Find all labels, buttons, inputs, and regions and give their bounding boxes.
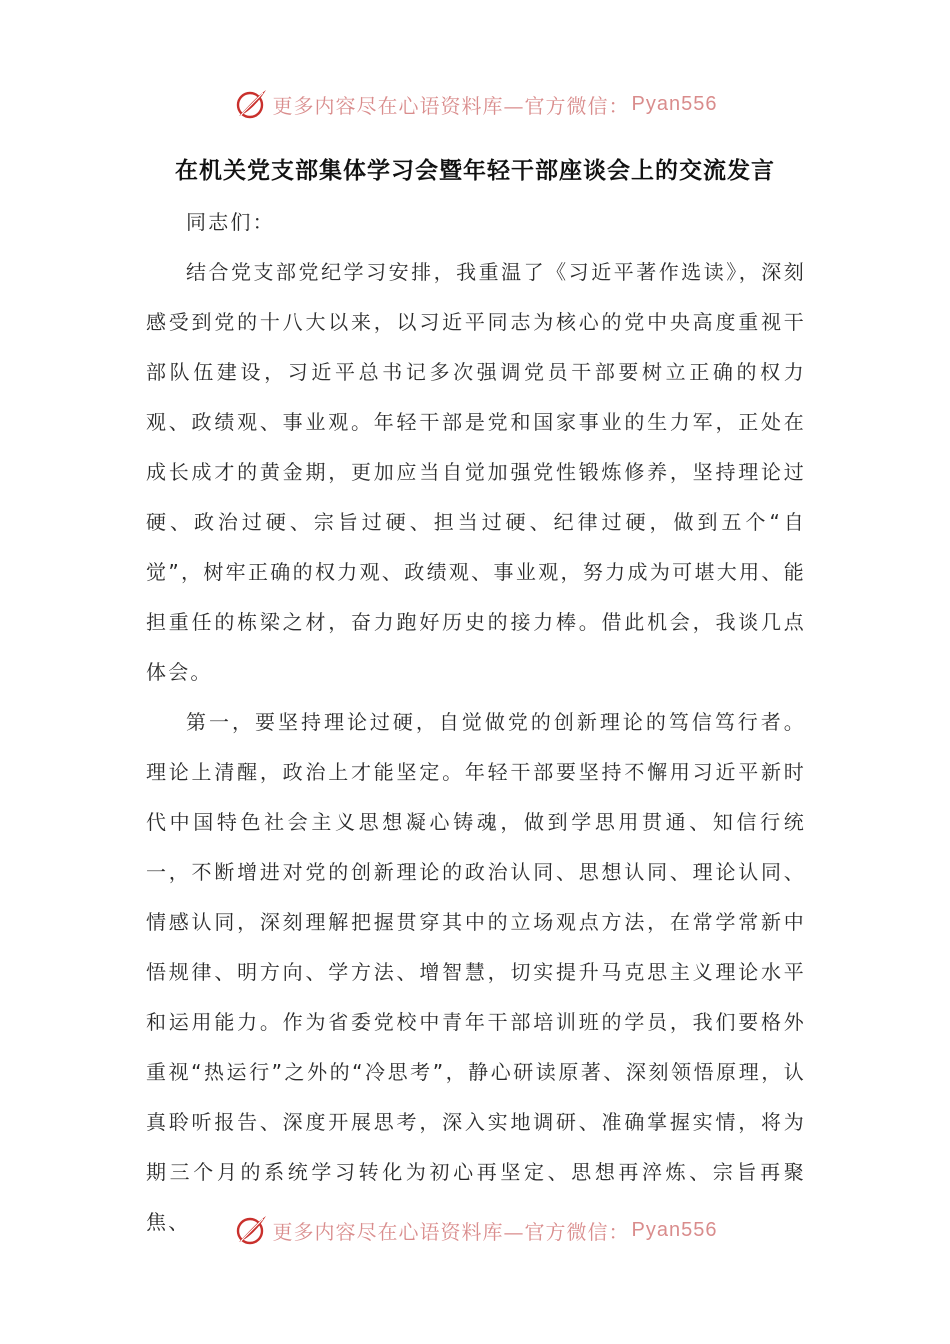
feather-pen-logo-icon (233, 1212, 269, 1248)
watermark-text: 更多内容尽在心语资料库—官方微信： (272, 93, 630, 118)
watermark-header (0, 84, 950, 124)
paragraph: 结合党支部党纪学习安排，我重温了《习近平著作选读》，深刻感受到党的十八大以来，以习近平同志为核心的党中央高度重视干部队伍建设，习近平总书记多次强调党员干部要树立正确的权力观、政绩观、事业观。年轻干部是党和国家事业的生力军，正处在成长成才的黄金期，更加应当自觉加强党性锻炼修养，坚持理论过硬、政治过硬、宗旨过硬、担当过硬、纪律过硬，做到五个“自觉”，树牢正确的权力观、政绩观、事业观，努力成为可堪大用、能担重任的栋梁之材，奋力跑好历史的接力棒。借此机会，我谈几点体会。 (146, 260, 806, 684)
document-body (146, 197, 806, 1247)
watermark-wechat-id: Pyan556 (631, 1218, 718, 1241)
watermark-footer (0, 1210, 950, 1250)
paragraph: 第一，要坚持理论过硬，自觉做党的创新理论的笃信笃行者。理论上清醒，政治上才能坚定。年轻干部要坚持不懈用习近平新时代中国特色社会主义思想凝心铸魂，做到学思用贯通、知信行统一，不断增进对党的创新理论的政治认同、思想认同、理论认同、情感认同，深刻理解把握贯穿其中的立场观点方法，在常学常新中悟规律、明方向、学方法、增智慧，切实提升马克思主义理论水平和运用能力。作为省委党校中青年干部培训班的学员，我们要格外重视“热运行”之外的“冷思考”，静心研读原著、深刻领悟原理，认真聆听报告、深度开展思考，深入实地调研、准确掌握实情，将为期三个月的系统学习转化为初心再坚定、思想再淬炼、宗旨再聚焦、 (146, 710, 806, 1234)
watermark-text: 更多内容尽在心语资料库—官方微信： (272, 1219, 630, 1244)
feather-pen-logo-icon (233, 86, 269, 122)
greeting: 同志们： (186, 210, 275, 234)
watermark-wechat-id: Pyan556 (631, 92, 718, 115)
document-title: 在机关党支部集体学习会暨年轻干部座谈会上的交流发言 (175, 158, 775, 184)
